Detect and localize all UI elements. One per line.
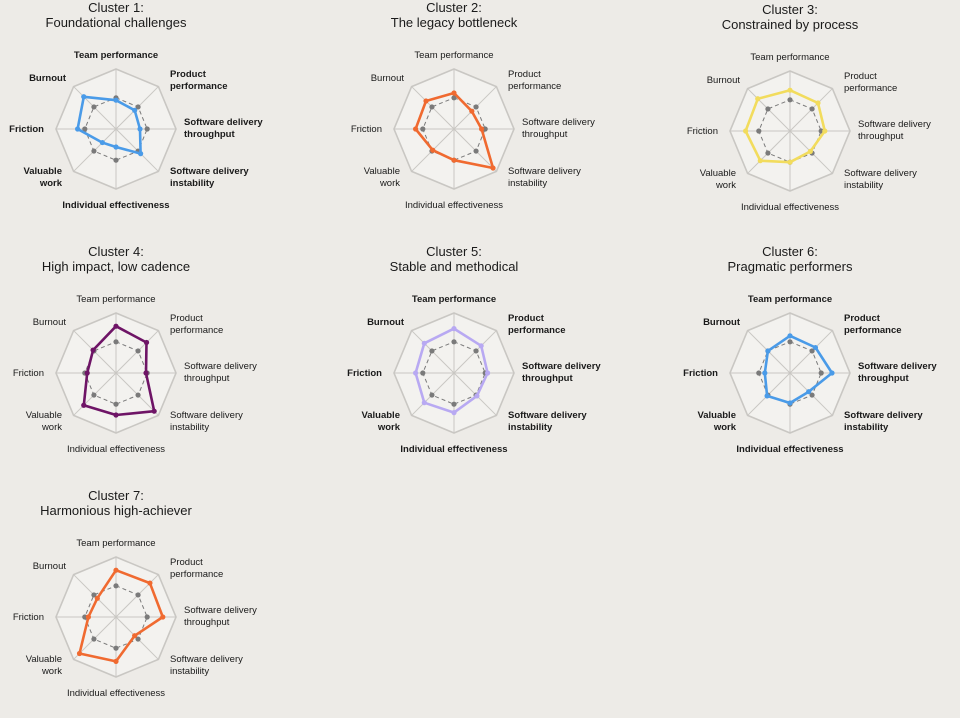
axis-label: Friction (683, 368, 718, 379)
axis-label: Software delivery instability (508, 166, 581, 189)
cluster-point (451, 158, 456, 163)
axis-label: Valuable work (363, 166, 400, 189)
axis-label: Valuable work (23, 166, 62, 189)
cluster-point (113, 324, 118, 329)
reference-point (91, 104, 96, 109)
axis-label: Software delivery throughput (858, 119, 931, 142)
cluster-point (762, 370, 767, 375)
cluster-point (147, 580, 152, 585)
cluster-point (829, 370, 834, 375)
cluster-point (132, 108, 137, 113)
axis-label: Friction (350, 124, 382, 135)
reference-point (473, 148, 478, 153)
axis-label: Software delivery instability (844, 168, 917, 191)
cluster-point (755, 96, 760, 101)
reference-point (473, 104, 478, 109)
chart-title-line1: Cluster 4: (88, 244, 144, 259)
reference-point (429, 392, 434, 397)
axis-label: Valuable work (361, 410, 400, 433)
cluster-point (808, 149, 813, 154)
reference-point (809, 106, 814, 111)
cluster-point (85, 370, 90, 375)
cluster-point (485, 370, 490, 375)
axis-label: Product performance (844, 71, 898, 94)
axis-label: Software delivery throughput (184, 117, 263, 140)
cluster-point (451, 410, 456, 415)
reference-point (756, 370, 761, 375)
cluster-point (90, 347, 95, 352)
chart-title-line1: Cluster 2: (426, 0, 482, 15)
cluster-point (77, 651, 82, 656)
reference-point (819, 370, 824, 375)
chart-title-line1: Cluster 7: (88, 488, 144, 503)
reference-point (135, 592, 140, 597)
radar-chart (338, 0, 638, 230)
cluster-panel-1 (0, 0, 300, 230)
axis-label: Burnout (706, 75, 740, 86)
cluster-point (95, 596, 100, 601)
cluster-panel-7 (0, 488, 300, 718)
radar-chart (0, 244, 300, 474)
chart-title-line2: The legacy bottleneck (390, 15, 518, 30)
chart-title-line2: Pragmatic performers (727, 259, 853, 274)
cluster-point (152, 409, 157, 414)
axis-label: Team performance (414, 50, 494, 61)
radar-chart (0, 488, 300, 718)
cluster-point (469, 109, 474, 114)
axis-label: Burnout (29, 73, 66, 84)
cluster-point (422, 341, 427, 346)
reference-point (756, 128, 761, 133)
chart-title-line2: Harmonious high-achiever (40, 503, 192, 518)
axis-label: Valuable work (699, 168, 736, 191)
radar-chart (338, 244, 638, 474)
axis-label: Product performance (170, 313, 224, 336)
cluster-point (137, 126, 142, 131)
axis-label: Product performance (170, 557, 224, 580)
reference-point (473, 348, 478, 353)
axis-label: Burnout (32, 561, 66, 572)
cluster-point (787, 333, 792, 338)
chart-title-line2: Constrained by process (721, 17, 859, 32)
reference-point (113, 402, 118, 407)
axis-label: Software delivery instability (844, 410, 923, 433)
axis-label: Friction (686, 126, 718, 137)
chart-title-line2: Foundational challenges (45, 15, 187, 30)
chart-title-line1: Cluster 3: (762, 2, 818, 17)
reference-point (145, 126, 150, 131)
axis-label: Software delivery throughput (522, 361, 601, 384)
cluster-point (75, 126, 80, 131)
axis-label: Burnout (703, 317, 740, 328)
chart-title-line2: High impact, low cadence (41, 259, 191, 274)
cluster-panel-5 (338, 244, 638, 474)
chart-title-line1: Cluster 5: (426, 244, 482, 259)
axis-label: Team performance (76, 538, 156, 549)
reference-point (451, 339, 456, 344)
axis-label: Software delivery throughput (858, 361, 937, 384)
cluster-point (479, 343, 484, 348)
cluster-point (764, 393, 769, 398)
cluster-point (113, 144, 118, 149)
axis-label: Individual effectiveness (740, 202, 840, 213)
cluster-point (758, 158, 763, 163)
cluster-point (474, 393, 479, 398)
axis-label: Team performance (750, 52, 830, 63)
axis-label: Individual effectiveness (66, 444, 166, 455)
cluster-point (138, 151, 143, 156)
axis-label: Friction (12, 612, 44, 623)
reference-point (113, 158, 118, 163)
cluster-panel-6 (674, 244, 960, 474)
cluster-point (479, 126, 484, 131)
reference-point (765, 150, 770, 155)
cluster-point (113, 659, 118, 664)
cluster-point (743, 128, 748, 133)
axis-label: Friction (347, 368, 382, 379)
cluster-point (113, 568, 118, 573)
axis-label: Software delivery throughput (184, 605, 257, 628)
cluster-point (490, 165, 495, 170)
axis-label: Team performance (411, 294, 497, 305)
cluster-point (765, 348, 770, 353)
radar-chart (674, 2, 960, 232)
cluster-point (787, 400, 792, 405)
axis-label: Software delivery throughput (184, 361, 257, 384)
axis-label: Valuable work (25, 410, 62, 433)
axis-label: Burnout (367, 317, 404, 328)
axis-label: Individual effectiveness (400, 444, 508, 455)
axis-label: Individual effectiveness (736, 444, 844, 455)
cluster-point (423, 98, 428, 103)
axis-label: Friction (9, 124, 44, 135)
axis-label: Product performance (508, 69, 562, 92)
cluster-point (430, 148, 435, 153)
reference-point (113, 339, 118, 344)
reference-point (113, 646, 118, 651)
reference-point (787, 97, 792, 102)
reference-point (429, 104, 434, 109)
reference-point (91, 148, 96, 153)
cluster-panel-4 (0, 244, 300, 474)
axis-label: Individual effectiveness (404, 200, 504, 211)
reference-point (145, 614, 150, 619)
axis-label: Software delivery instability (170, 166, 249, 189)
cluster-point (81, 403, 86, 408)
axis-label: Valuable work (697, 410, 736, 433)
radar-chart (0, 0, 300, 230)
reference-point (113, 583, 118, 588)
cluster-point (813, 345, 818, 350)
radar-chart (674, 244, 960, 474)
axis-label: Team performance (76, 294, 156, 305)
axis-label: Burnout (370, 73, 404, 84)
axis-label: Software delivery instability (170, 410, 243, 433)
axis-label: Software delivery instability (508, 410, 587, 433)
axis-label: Product performance (844, 313, 902, 336)
cluster-point (86, 614, 91, 619)
reference-point (787, 339, 792, 344)
cluster-point (160, 614, 165, 619)
cluster-point (143, 370, 148, 375)
cluster-point (815, 100, 820, 105)
chart-title-line1: Cluster 6: (762, 244, 818, 259)
cluster-point (806, 389, 811, 394)
cluster-point (787, 88, 792, 93)
reference-point (429, 348, 434, 353)
cluster-point (787, 160, 792, 165)
axis-label: Burnout (32, 317, 66, 328)
axis-label: Individual effectiveness (62, 200, 170, 211)
axis-label: Product performance (170, 69, 228, 92)
cluster-point (100, 140, 105, 145)
cluster-point (822, 128, 827, 133)
reference-point (451, 402, 456, 407)
axis-label: Team performance (747, 294, 833, 305)
chart-title-line1: Cluster 1: (88, 0, 144, 15)
reference-point (420, 370, 425, 375)
chart-title-line2: Stable and methodical (389, 259, 519, 274)
axis-label: Individual effectiveness (66, 688, 166, 699)
cluster-point (81, 94, 86, 99)
cluster-point (451, 90, 456, 95)
reference-point (135, 348, 140, 353)
cluster-point (113, 98, 118, 103)
cluster-point (113, 412, 118, 417)
cluster-point (144, 340, 149, 345)
cluster-panel-2 (338, 0, 638, 230)
axis-label: Software delivery instability (170, 654, 243, 677)
axis-label: Team performance (73, 50, 159, 61)
axis-label: Friction (12, 368, 44, 379)
reference-point (135, 392, 140, 397)
reference-point (765, 106, 770, 111)
cluster-point (132, 633, 137, 638)
axis-label: Product performance (508, 313, 566, 336)
reference-point (91, 636, 96, 641)
reference-point (91, 392, 96, 397)
reference-point (420, 126, 425, 131)
cluster-point (422, 400, 427, 405)
cluster-point (413, 126, 418, 131)
axis-label: Software delivery throughput (522, 117, 595, 140)
cluster-point (451, 326, 456, 331)
cluster-point (413, 370, 418, 375)
cluster-panel-3 (674, 2, 960, 232)
axis-label: Valuable work (25, 654, 62, 677)
